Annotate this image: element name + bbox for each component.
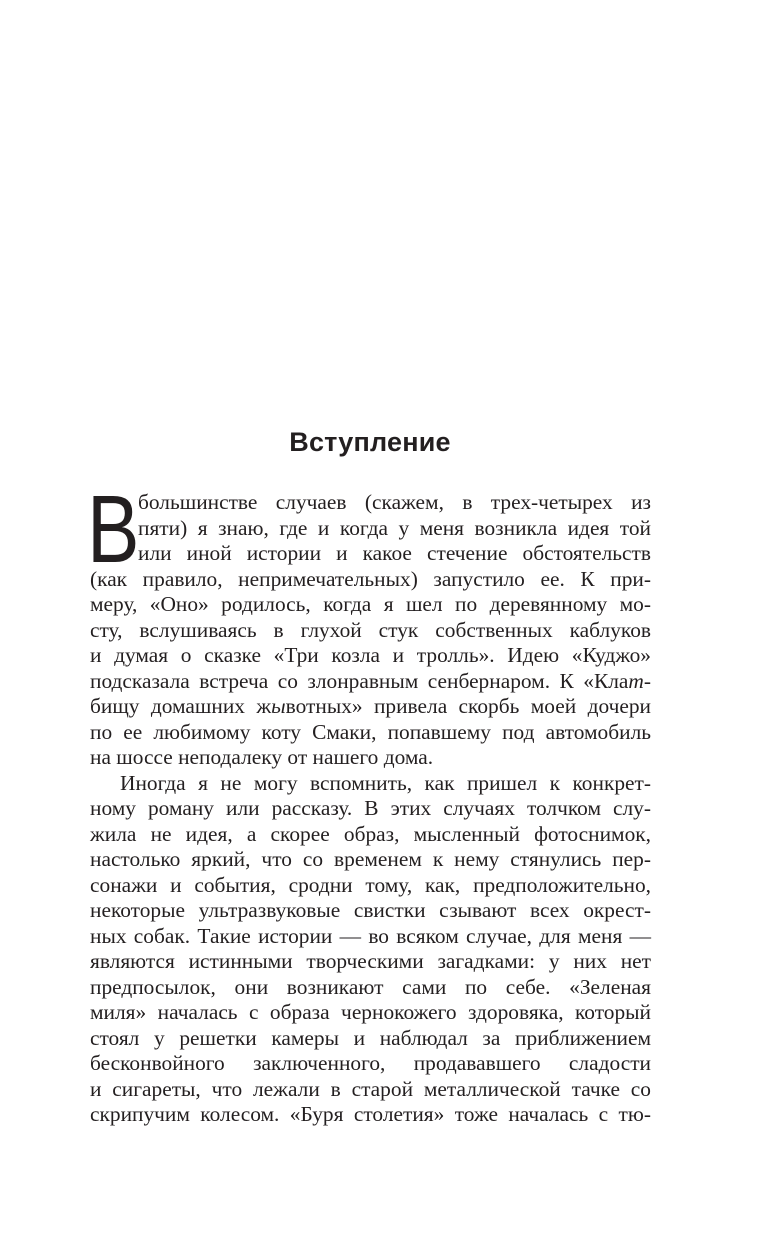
- text-line: сту, вслушиваясь в глухой стук собственных каблуков: [90, 617, 651, 642]
- text-line: пяти) я знаю, где и когда у меня возникла идея той: [138, 515, 651, 540]
- text-line: по ее любимому коту Смаки, попавшему под автомобиль: [90, 719, 651, 744]
- drop-cap: В: [87, 476, 140, 583]
- text-line: ному роману или рассказу. В этих случаях толчком слу-: [90, 796, 651, 820]
- text-line: Иногда я не могу вспомнить, как пришел к конкрет-: [120, 770, 651, 795]
- text-line: и думая о сказке «Три козла и тролль». Идею «Куджо»: [90, 643, 651, 667]
- text-line: большинстве случаев (скажем, в трех-четырех из: [138, 490, 651, 514]
- text-segment: бищу домашних ж: [90, 694, 272, 718]
- text-segment: вотных» привела скорбь моей дочери: [285, 694, 651, 718]
- text-line: сонажи и события, сродни тому, как, предположительно,: [90, 872, 651, 897]
- text-line: предпосылок, они возникают сами по себе. «Зеленая: [90, 974, 651, 999]
- text-line: ных собак. Такие истории — во всяком случае, для меня —: [90, 923, 651, 948]
- text-line: или иной истории и какое стечение обстоятельств: [138, 541, 651, 565]
- italic-letter: т: [628, 668, 644, 693]
- text-segment: подсказала встреча со злонравным сенбернаром. К «Кла: [90, 668, 629, 693]
- chapter-title: Вступление: [289, 427, 451, 457]
- text-line: некоторые ультразвуковые свистки сзывают всех окрест-: [90, 898, 651, 922]
- italic-letter: ы: [271, 694, 286, 718]
- text-line: жила не идея, а скорее образ, мысленный фотоснимок,: [90, 821, 651, 846]
- text-line: стоял у решетки камеры и наблюдал за приближением: [90, 1025, 651, 1050]
- text-line: на шоссе неподалеку от нашего дома.: [90, 745, 434, 769]
- text-line: настолько яркий, что со временем к нему стянулись пер-: [90, 847, 651, 871]
- text-line: миля» началась с образа чернокожего здоровяка, который: [90, 1000, 651, 1024]
- text-line: являются истинными творческими загадками: у них нет: [90, 949, 651, 973]
- chapter-body: [87, 476, 651, 1128]
- text-segment: -: [643, 668, 651, 693]
- text-line: меру, «Оно» родилось, когда я шел по деревянному мо-: [90, 592, 651, 616]
- text-line: скрипучим колесом. «Буря столетия» тоже началась с тю-: [90, 1102, 651, 1126]
- text-line: [90, 669, 651, 695]
- text-line: [90, 694, 651, 720]
- text-line: бесконвойного заключенного, продававшего сладости: [90, 1051, 651, 1075]
- text-line: (как правило, непримечательных) запустило ее. К при-: [90, 566, 651, 591]
- text-line: и сигареты, что лежали в старой металлической тачке со: [90, 1076, 651, 1101]
